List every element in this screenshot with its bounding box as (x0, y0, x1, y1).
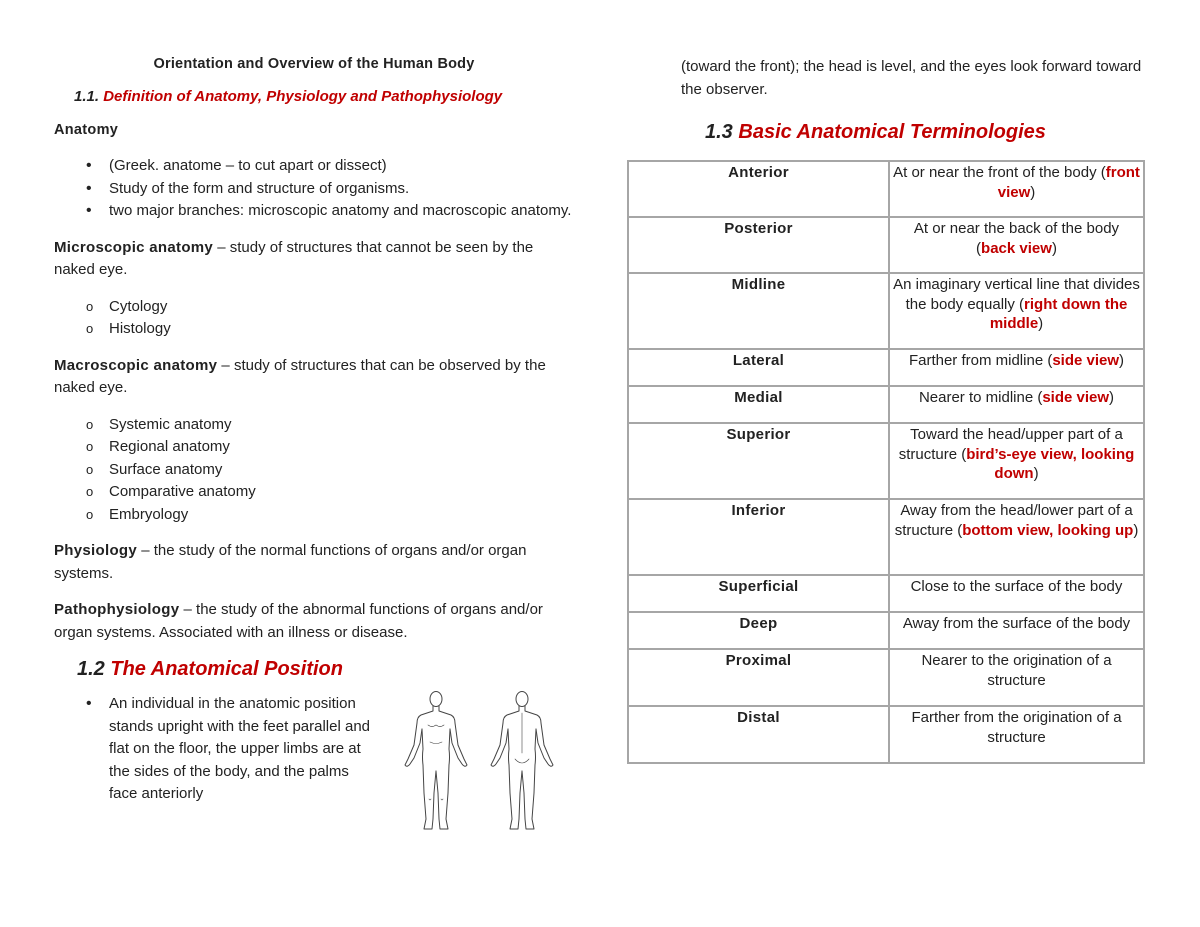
list-item (54, 318, 574, 341)
description-cell (889, 161, 1144, 217)
list-item-text: (Greek. anatome – to cut apart or dissect) (109, 157, 387, 174)
term-cell: Distal (628, 706, 889, 763)
term-cell: Superior (628, 423, 889, 499)
list-item-text: two major branches: microscopic anatomy and macroscopic anatomy. (109, 202, 572, 219)
list-item (54, 436, 574, 459)
table-row (628, 499, 1144, 575)
right-column (627, 56, 1147, 764)
description-text: ) (1109, 389, 1115, 406)
list-item-text: Study of the form and structure of organisms. (109, 179, 410, 197)
macroscopic-list (54, 414, 574, 527)
section-1-3-heading (705, 121, 1147, 144)
list-item (54, 200, 574, 223)
list-item (54, 459, 574, 482)
document-title: Orientation and Overview of the Human Body (153, 56, 475, 72)
table-row (628, 273, 1144, 349)
description-text: ) (1051, 239, 1057, 257)
term-cell: Lateral (628, 349, 889, 386)
description-text: At or near the back of the body ( (913, 220, 1120, 257)
table-row (628, 161, 1144, 217)
bullet-icon: • (86, 202, 92, 219)
list-item (54, 693, 374, 806)
term-cell: Medial (628, 386, 889, 423)
list-item-text: Systemic anatomy (109, 415, 232, 433)
microscopic-list (54, 296, 574, 341)
description-text: Farther from the origination of a structure (911, 709, 1122, 746)
list-item-text: Histology (109, 320, 171, 337)
table-row (628, 612, 1144, 649)
view-highlight: bird’s-eye view, looking down (966, 445, 1135, 482)
description-text: Nearer to the origination of a structure (921, 652, 1112, 689)
term-cell: Deep (628, 612, 889, 649)
macroscopic-term: Macroscopic anatomy (54, 356, 218, 374)
description-text: ) (1033, 465, 1039, 482)
bullet-icon: • (86, 157, 92, 174)
circle-bullet-icon: o (86, 484, 94, 499)
section-1-3-number: 1.3 (705, 121, 733, 143)
description-cell (889, 649, 1144, 706)
list-item-text: Embryology (109, 505, 189, 523)
section-1-2-number: 1.2 (77, 658, 105, 680)
description-cell (889, 423, 1144, 499)
list-item-text: Comparative anatomy (109, 483, 256, 500)
view-highlight: bottom view, looking up (962, 521, 1134, 539)
front-body-figure (405, 692, 467, 830)
term-cell: Inferior (628, 499, 889, 575)
circle-bullet-icon: o (86, 461, 94, 477)
table-row (628, 349, 1144, 386)
table-row (628, 217, 1144, 273)
section-1-3-title: Basic Anatomical Terminologies (738, 121, 1046, 143)
anatomy-bullet-list (54, 155, 574, 223)
description-cell (889, 349, 1144, 386)
definition-text: – the study of the normal functions of organs and/or organ systems. (54, 542, 527, 582)
list-item-text: Cytology (109, 297, 168, 315)
table-row (628, 575, 1144, 612)
term-cell: Proximal (628, 649, 889, 706)
table-row (628, 423, 1144, 499)
anatomical-position-continued: (toward the front); the head is level, and the eyes look forward toward the observer. (681, 58, 1142, 98)
view-highlight: back view (981, 239, 1052, 257)
description-cell (889, 612, 1144, 649)
description-text: At or near the front of the body ( (893, 164, 1106, 181)
description-text: ) (1030, 183, 1036, 201)
description-text: An imaginary vertical line that divides the body equally ( (893, 276, 1140, 313)
list-item-text: Surface anatomy (109, 460, 223, 478)
description-text: ) (1133, 521, 1139, 539)
term-cell: Midline (628, 273, 889, 349)
list-item (54, 504, 574, 527)
section-1-2-heading (77, 658, 574, 681)
description-text: Farther from midline ( (908, 352, 1053, 369)
list-item (54, 296, 574, 319)
table-row (628, 706, 1144, 763)
circle-bullet-icon: o (86, 439, 94, 454)
pathophysiology-definition (54, 599, 574, 644)
back-body-figure (491, 692, 553, 830)
definition-text: – study of structures that can be observed by the naked eye. (54, 356, 546, 396)
view-highlight: side view (1052, 352, 1120, 369)
list-item (54, 178, 574, 201)
microscopic-term: Microscopic anatomy (54, 238, 214, 256)
term-cell: Superficial (628, 575, 889, 612)
circle-bullet-icon: o (86, 416, 94, 432)
terminology-table (627, 160, 1145, 764)
list-item (54, 414, 574, 437)
view-highlight: right down the middle (989, 295, 1128, 332)
description-text: Toward the head/upper part of a structure ( (898, 426, 1123, 463)
list-item-text: Regional anatomy (109, 438, 230, 455)
view-highlight: front view (997, 164, 1140, 201)
anatomy-heading: Anatomy (54, 122, 119, 138)
microscopic-definition (54, 237, 574, 282)
bullet-icon: • (86, 179, 92, 197)
description-cell (889, 499, 1144, 575)
description-text: ) (1119, 352, 1125, 369)
description-cell (889, 273, 1144, 349)
definition-text: – study of structures that cannot be seen by the naked eye. (54, 238, 534, 278)
table-row (628, 649, 1144, 706)
pathophysiology-term: Pathophysiology (54, 601, 180, 618)
section-1-1-number: 1.1. (74, 88, 100, 105)
physiology-term: Physiology (54, 542, 138, 559)
table-row (628, 386, 1144, 423)
anatomical-position-figures-image (396, 687, 568, 837)
physiology-definition (54, 540, 574, 585)
description-text: Away from the head/lower part of a structure ( (894, 502, 1133, 539)
view-highlight: side view (1042, 389, 1110, 406)
description-text: Nearer to midline ( (918, 389, 1043, 406)
section-1-1-title: Definition of Anatomy, Physiology and Pathophysiology (103, 88, 503, 105)
description-cell (889, 386, 1144, 423)
left-column (54, 56, 574, 863)
list-item-text: An individual in the anatomic position stands upright with the feet parallel and flat on the floor, the upper limbs are at the sides of the body, and the palms face anteriorly (109, 695, 370, 802)
anatomical-position-list (54, 693, 374, 806)
anatomical-position-block (54, 693, 574, 863)
section-1-1-heading (74, 88, 574, 105)
section-1-2-title: The Anatomical Position (110, 658, 343, 680)
description-cell (889, 217, 1144, 273)
list-item (54, 481, 574, 504)
description-text: ) (1038, 315, 1044, 332)
term-cell: Posterior (628, 217, 889, 273)
bullet-icon: • (86, 695, 92, 712)
circle-bullet-icon: o (86, 506, 94, 522)
description-text: Away from the surface of the body (902, 615, 1131, 632)
circle-bullet-icon: o (86, 298, 94, 314)
description-text: Close to the surface of the body (910, 578, 1123, 595)
description-cell (889, 575, 1144, 612)
description-cell (889, 706, 1144, 763)
list-item (54, 155, 574, 178)
macroscopic-definition (54, 355, 574, 400)
term-cell: Anterior (628, 161, 889, 217)
definition-text: – the study of the abnormal functions of organs and/or organ systems. Associated with an illness or disease. (54, 601, 543, 641)
circle-bullet-icon: o (86, 321, 94, 336)
